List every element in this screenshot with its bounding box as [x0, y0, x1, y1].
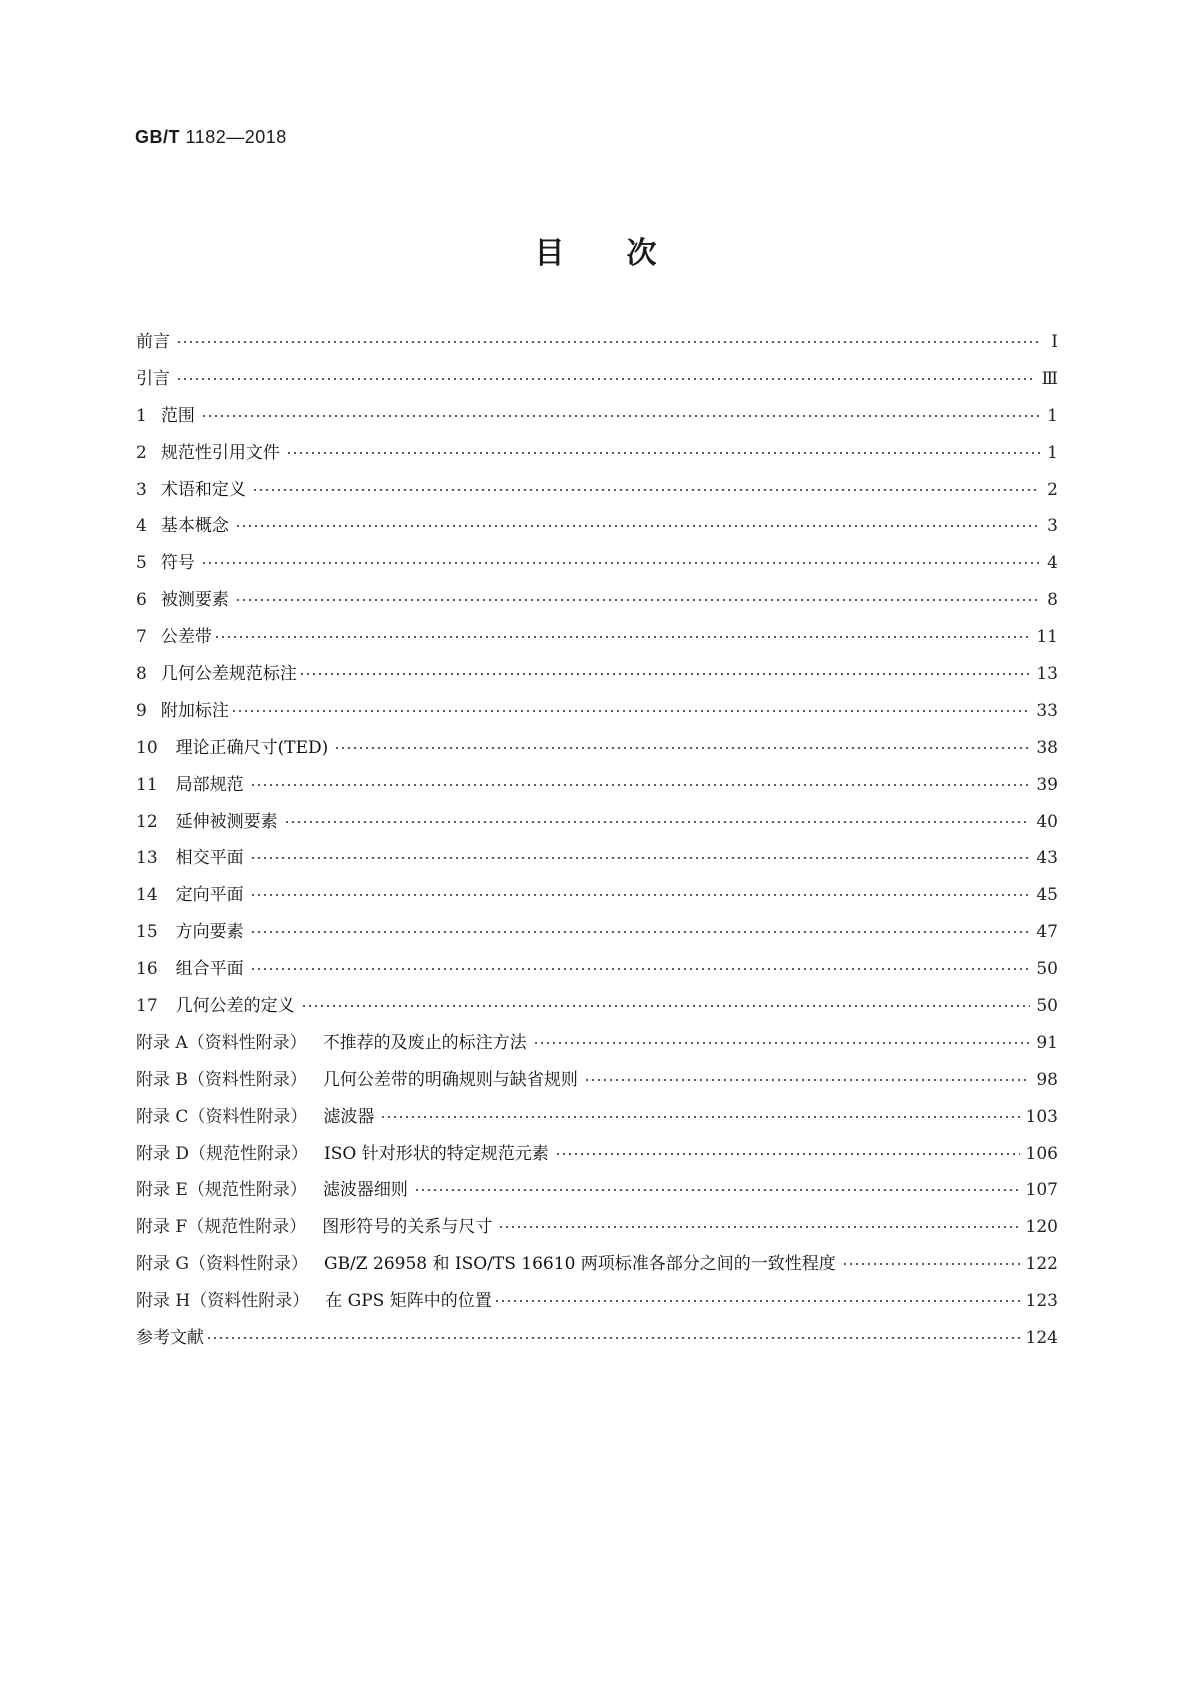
dot-leader — [176, 341, 1040, 343]
toc-heading-char-1: 目 — [534, 236, 565, 271]
dot-leader — [250, 857, 1031, 859]
toc-entry-title: 图形符号的关系与尺寸 — [322, 1217, 493, 1238]
toc-entry-page-number: 11 — [1036, 627, 1058, 648]
toc-entry-page-number: 2 — [1047, 479, 1058, 500]
toc-entry-number: 附录 F（规范性附录） — [136, 1217, 307, 1238]
toc-entry-title: 前言 — [136, 332, 170, 352]
toc-entry-page-number: 1 — [1047, 405, 1058, 426]
toc-entry[interactable] — [136, 1028, 1058, 1065]
dot-leader — [176, 378, 1036, 380]
toc-entry-number: 15 — [136, 922, 158, 943]
toc-entry-number: 3 — [136, 479, 147, 500]
toc-entry-number: 4 — [136, 516, 147, 537]
toc-entry[interactable] — [136, 1102, 1058, 1139]
toc-entry-number: 6 — [136, 590, 147, 611]
toc-entry-page-number: 4 — [1047, 553, 1058, 574]
toc-heading-char-2: 次 — [626, 236, 657, 271]
toc-entry-page-number: 39 — [1036, 774, 1058, 795]
toc-entry-page-number: 33 — [1036, 700, 1058, 721]
toc-entry-title: 附加标注 — [160, 700, 229, 721]
toc-entry[interactable] — [136, 622, 1058, 659]
dot-leader — [533, 1042, 1031, 1044]
toc-entry-number: 17 — [136, 996, 158, 1017]
toc-entry-page-number: 1 — [1047, 442, 1058, 463]
dot-leader — [206, 1337, 1020, 1339]
toc-entry-page-number: 3 — [1047, 516, 1058, 537]
dot-leader — [250, 784, 1031, 786]
toc-entry[interactable] — [136, 917, 1058, 954]
dot-leader — [250, 968, 1031, 970]
dot-leader — [414, 1189, 1020, 1191]
toc-entry-title: 定向平面 — [175, 885, 244, 906]
toc-entry-title: 规范性引用文件 — [160, 442, 280, 463]
dot-leader — [235, 599, 1040, 601]
toc-entry-number: 附录 H（资料性附录） — [136, 1291, 310, 1312]
toc-entry[interactable] — [136, 1212, 1058, 1249]
toc-entry-title: 不推荐的及废止的标注方法 — [322, 1032, 527, 1053]
dot-leader — [584, 1079, 1030, 1081]
dot-leader — [494, 1300, 1020, 1302]
toc-entry-number: 附录 E（规范性附录） — [136, 1180, 307, 1201]
toc-entry-number: 8 — [136, 664, 147, 685]
toc-entry[interactable] — [136, 327, 1058, 364]
toc-entry-number: 1 — [136, 405, 147, 426]
toc-entry-page-number: 123 — [1025, 1291, 1058, 1312]
toc-entry-page-number: 43 — [1036, 848, 1058, 869]
toc-entry-title: 滤波器 — [323, 1106, 375, 1127]
toc-entry[interactable] — [136, 585, 1058, 622]
toc-entry[interactable] — [136, 364, 1058, 401]
toc-entry-number: 12 — [136, 811, 158, 832]
toc-entry[interactable] — [136, 511, 1058, 548]
standard-code-prefix: GB/T — [135, 127, 180, 147]
dot-leader — [498, 1226, 1019, 1228]
toc-entry-title: 术语和定义 — [160, 479, 246, 500]
dot-leader — [252, 489, 1040, 491]
dot-leader — [286, 452, 1040, 454]
toc-entry[interactable] — [136, 807, 1058, 844]
toc-entry[interactable] — [136, 1286, 1058, 1323]
dot-leader — [284, 821, 1031, 823]
toc-entry-title: 方向要素 — [175, 922, 244, 943]
toc-entry-number: 7 — [136, 627, 147, 648]
toc-entry-title: 公差带 — [160, 627, 212, 648]
toc-entry-title: 几何公差规范标注 — [160, 664, 297, 685]
toc-entry-title: 相交平面 — [175, 848, 244, 869]
toc-entry-number: 2 — [136, 442, 147, 463]
toc-entry[interactable] — [136, 770, 1058, 807]
toc-entry[interactable] — [136, 1249, 1058, 1286]
toc-entry-title: 符号 — [160, 553, 195, 574]
toc-entry-page-number: 45 — [1036, 885, 1058, 906]
toc-entry[interactable] — [136, 954, 1058, 991]
toc-entry-title: 延伸被测要素 — [175, 811, 278, 832]
toc-entry-number: 10 — [136, 737, 158, 758]
toc-heading — [0, 228, 1191, 272]
toc-entry[interactable] — [136, 1065, 1058, 1102]
toc-entry-number: 16 — [136, 959, 158, 980]
toc-entry-number: 附录 C（资料性附录） — [136, 1106, 308, 1127]
toc-entry[interactable] — [136, 475, 1058, 512]
toc-entry-page-number: 40 — [1036, 811, 1058, 832]
toc-entry-title: 组合平面 — [175, 959, 244, 980]
toc-entry-page-number: 38 — [1036, 737, 1058, 758]
toc-entry-title: 几何公差带的明确规则与缺省规则 — [322, 1069, 578, 1090]
toc-entry[interactable] — [136, 733, 1058, 770]
toc-entry-title: 参考文献 — [136, 1328, 204, 1349]
toc-entry-page-number: 120 — [1025, 1217, 1058, 1238]
toc-entry[interactable] — [136, 1323, 1058, 1360]
toc-entry-title: 基本概念 — [160, 516, 229, 537]
toc-entry-title: 理论正确尺寸(TED) — [175, 737, 329, 758]
toc-entry[interactable] — [136, 438, 1058, 475]
toc-entry-title: GB/Z 26958 和 ISO/TS 16610 两项标准各部分之间的一致性程度 — [323, 1254, 836, 1275]
toc-entry-number: 附录 B（资料性附录） — [136, 1069, 307, 1090]
toc-entry-page-number: 122 — [1025, 1254, 1058, 1275]
toc-entry[interactable] — [136, 659, 1058, 696]
toc-entry-title: 局部规范 — [175, 774, 244, 795]
toc-entry-page-number: Ⅰ — [1051, 332, 1058, 352]
toc-entry-page-number: 124 — [1025, 1328, 1058, 1349]
dot-leader — [301, 1005, 1031, 1007]
toc-entry-number: 13 — [136, 848, 158, 869]
toc-entry-title: 引言 — [136, 368, 170, 389]
toc-entry[interactable] — [136, 1139, 1058, 1176]
toc-entry-number: 附录 D（规范性附录） — [136, 1143, 309, 1164]
standard-code — [135, 127, 287, 148]
toc-entry-title: 滤波器细则 — [322, 1180, 408, 1201]
toc-entry[interactable] — [136, 880, 1058, 917]
toc-entry[interactable] — [136, 843, 1058, 880]
toc-entry[interactable] — [136, 991, 1058, 1028]
toc-entry[interactable] — [136, 548, 1058, 585]
toc-entry-title: 被测要素 — [160, 590, 229, 611]
toc-entry-number: 附录 A（资料性附录） — [136, 1032, 307, 1053]
toc-entry-title: ISO 针对形状的特定规范元素 — [324, 1143, 549, 1164]
toc-entry-page-number: 47 — [1036, 922, 1058, 943]
toc-entry-page-number: 107 — [1025, 1180, 1058, 1201]
dot-leader — [231, 710, 1031, 712]
toc-entry-page-number: 98 — [1036, 1069, 1058, 1090]
dot-leader — [201, 415, 1040, 417]
dot-leader — [201, 562, 1040, 564]
toc-entry-title: 几何公差的定义 — [175, 996, 295, 1017]
toc-entry[interactable] — [136, 1175, 1058, 1212]
toc-entry-page-number: 50 — [1036, 959, 1058, 980]
toc-entry-number: 附录 G（资料性附录） — [136, 1254, 308, 1275]
dot-leader — [842, 1263, 1020, 1265]
toc-entry-number: 9 — [136, 700, 147, 721]
toc-entry-page-number: 103 — [1025, 1106, 1058, 1127]
toc-entry-title: 范围 — [160, 405, 195, 426]
toc-entry-page-number: 8 — [1047, 590, 1058, 611]
toc-entry-page-number: Ⅲ — [1041, 368, 1058, 389]
toc-entry[interactable] — [136, 401, 1058, 438]
toc-entry-number: 14 — [136, 885, 158, 906]
toc-entry-page-number: 50 — [1036, 996, 1058, 1017]
dot-leader — [250, 931, 1031, 933]
toc-entry-page-number: 106 — [1025, 1143, 1058, 1164]
dot-leader — [250, 894, 1031, 896]
standard-code-number: 1182—2018 — [185, 127, 287, 147]
toc-entry[interactable] — [136, 696, 1058, 733]
toc-entry-number: 11 — [136, 774, 158, 795]
toc-entry-title: 在 GPS 矩阵中的位置 — [325, 1291, 492, 1312]
toc-list — [136, 327, 1058, 1360]
dot-leader — [299, 673, 1031, 675]
toc-entry-page-number: 91 — [1036, 1032, 1058, 1053]
toc-entry-number: 5 — [136, 553, 147, 574]
dot-leader — [214, 636, 1031, 638]
dot-leader — [235, 525, 1040, 527]
toc-entry-page-number: 13 — [1036, 664, 1058, 685]
dot-leader — [555, 1153, 1020, 1155]
dot-leader — [380, 1116, 1019, 1118]
dot-leader — [334, 747, 1030, 749]
